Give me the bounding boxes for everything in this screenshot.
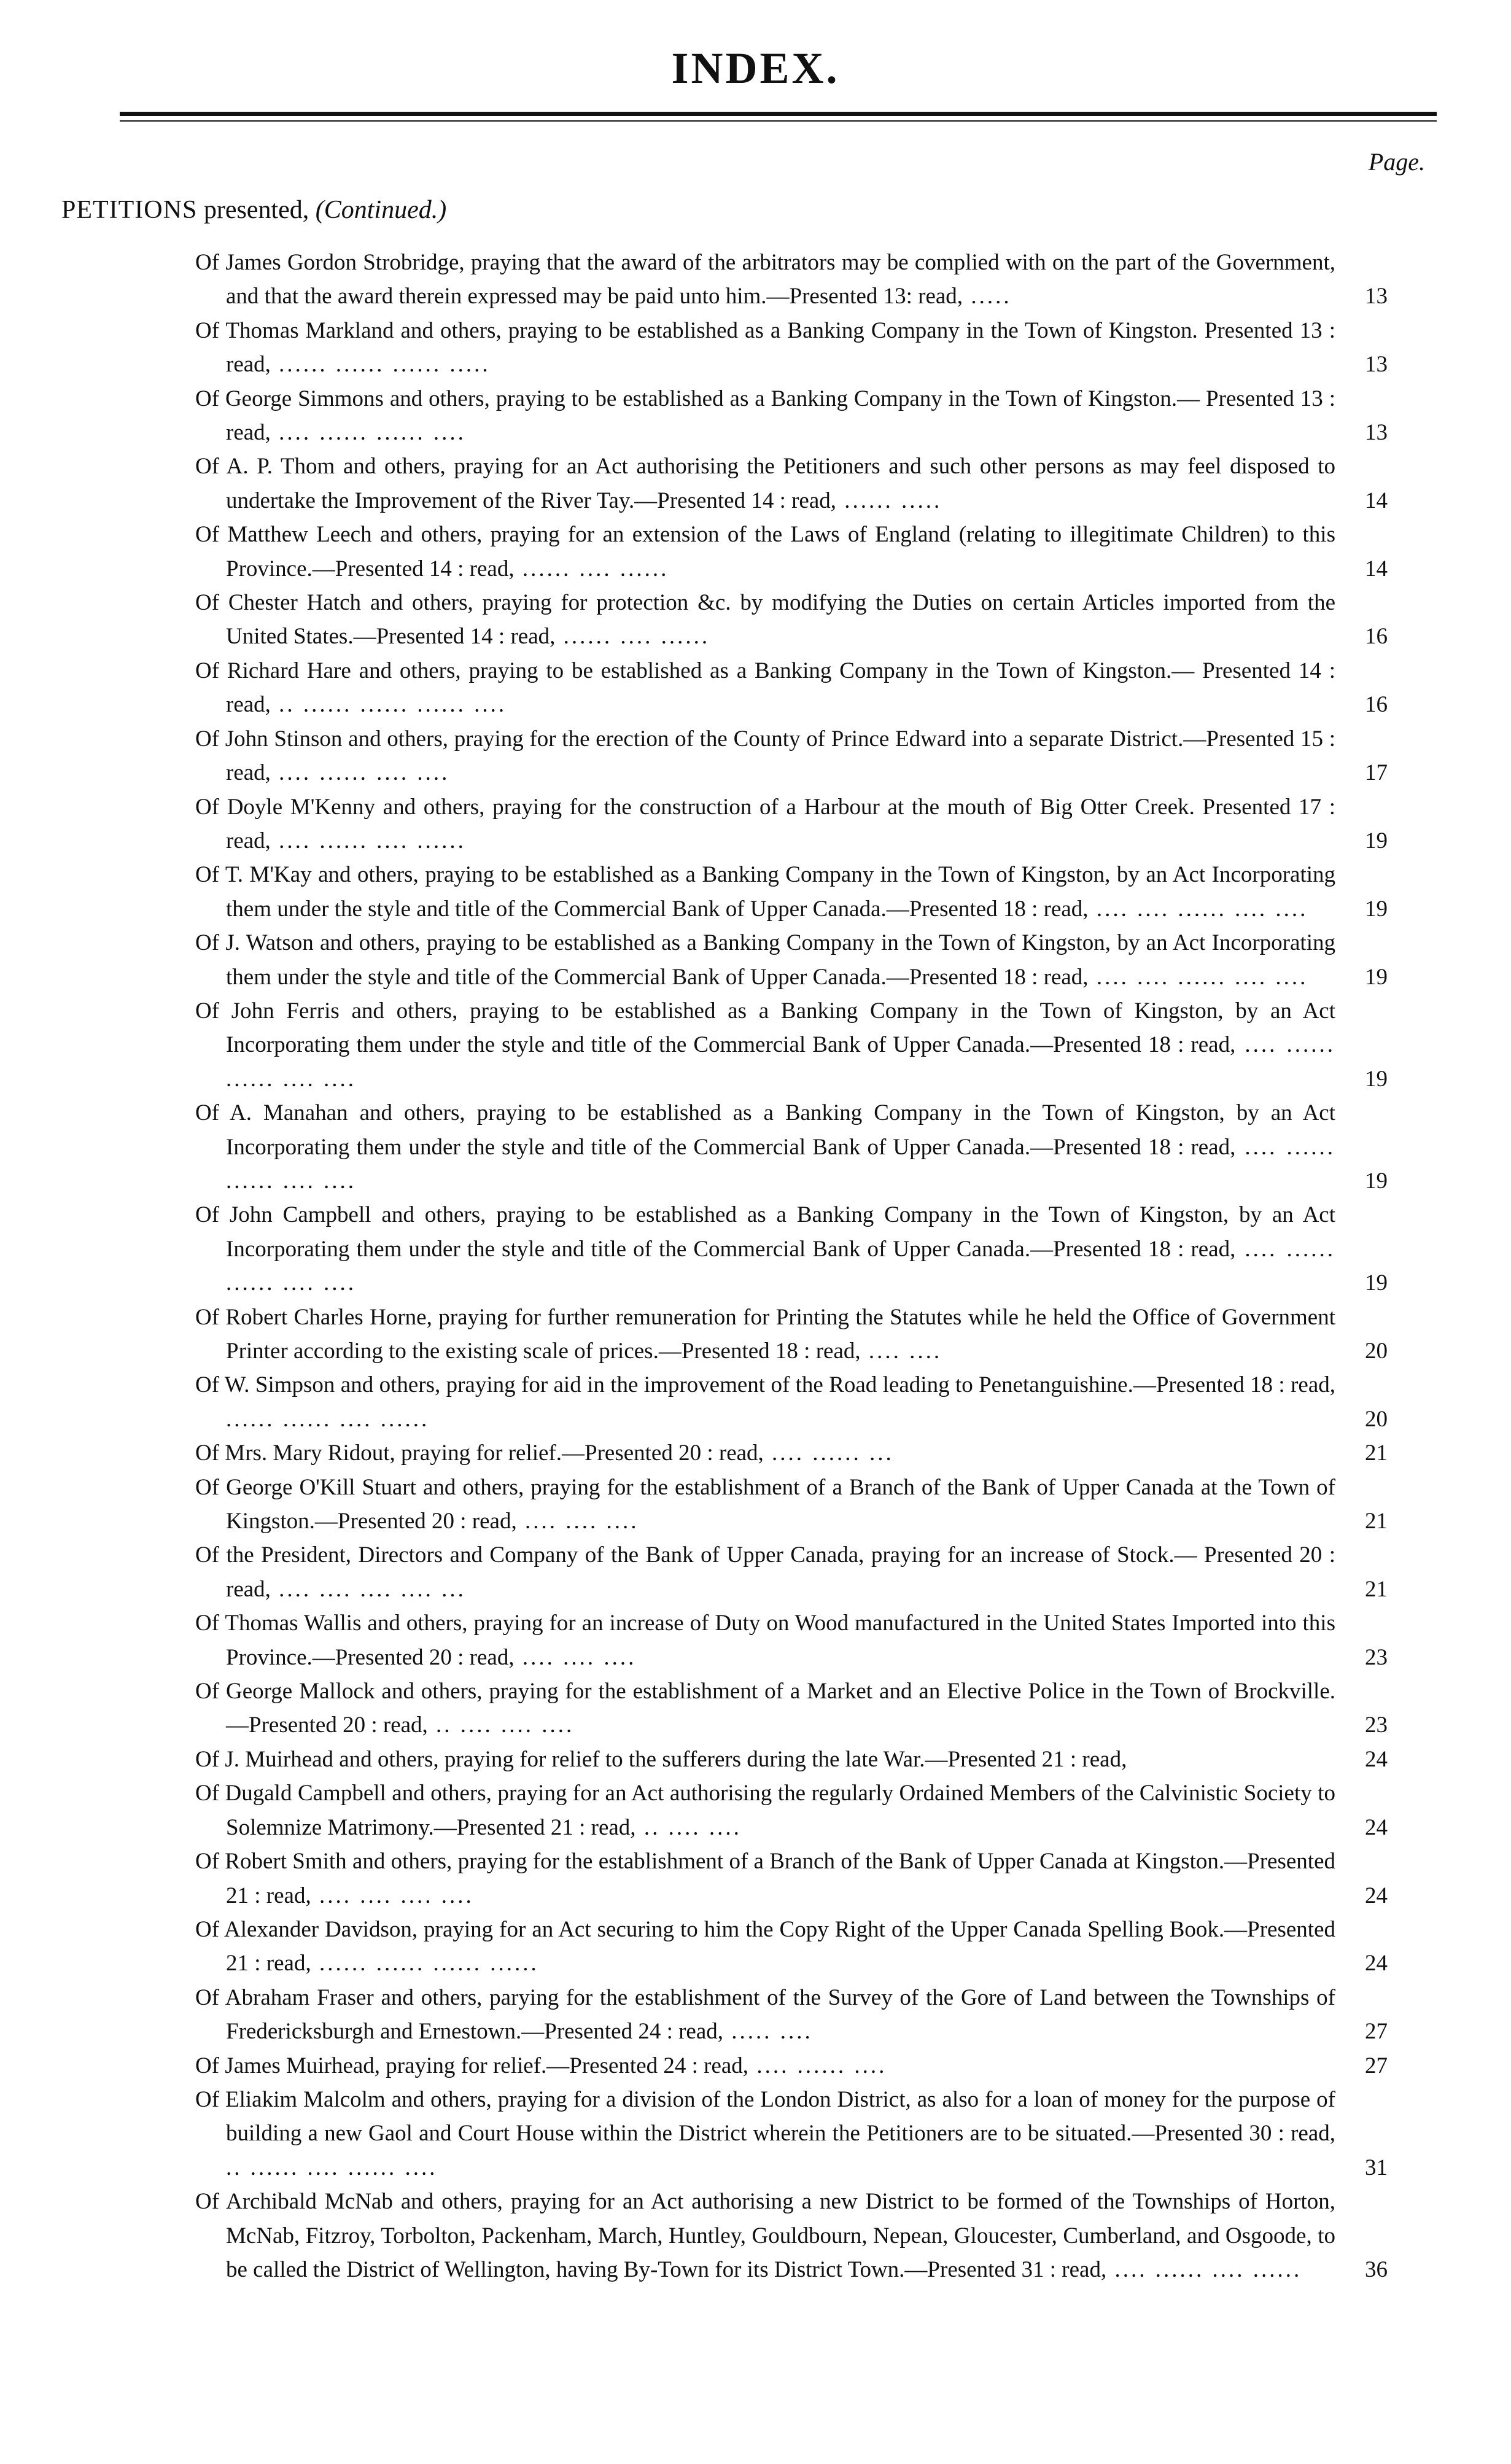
- index-entry: [195, 1368, 1388, 1436]
- entry-text: Of J. Muirhead and others, praying for relief to the sufferers during the late War.—Presented 21 : read,: [195, 1746, 1127, 1772]
- index-entry: [195, 314, 1388, 382]
- entry-text: Of George Mallock and others, praying for the establishment of a Market and an Elective Police in the Town of Brockville.—Presented 20 : read,: [195, 1679, 1335, 1738]
- entry-leaders: .... ....: [860, 1339, 942, 1364]
- entry-leaders: .. ...... ...... ...... ....: [270, 692, 507, 718]
- title-rule-thin: [120, 120, 1437, 122]
- entry-page-number: 27: [1365, 2053, 1388, 2078]
- entry-leaders: .... .... ....: [514, 1644, 637, 1670]
- entry-leaders: ..... ....: [723, 2019, 813, 2045]
- index-entry: [195, 586, 1388, 654]
- entry-page-number: 19: [1365, 896, 1388, 922]
- entry-leaders: ...... .....: [836, 488, 942, 513]
- index-entry: [195, 1674, 1388, 1743]
- entry-leaders: ...... ...... .... ......: [226, 1406, 430, 1432]
- entry-page-number: 23: [1365, 1644, 1388, 1670]
- entry-text: Of George O'Kill Stuart and others, praying for the establishment of a Branch of the Bank of Upper Canada at the Town of Kingston.—Presented 20 : read,: [195, 1474, 1335, 1534]
- index-entry: [195, 518, 1388, 586]
- entry-text: Of Archibald McNab and others, praying for an Act authorising a new District to be formed of the Townships of Horton, McNab, Fitzroy, Torbolton, Packenham, March, Huntley, Gouldbourn, Nepean, Gloucester, Cumberland, and Osgoode, to be called the District of Wellington, having By-Town for its District Town.—Presented 31 : read,: [195, 2189, 1335, 2282]
- entry-leaders: .... ...... .... ......: [1106, 2256, 1302, 2282]
- entry-page-number: 19: [1365, 1270, 1388, 1296]
- index-entry: [195, 1606, 1388, 1674]
- entry-page-number: 14: [1365, 556, 1388, 581]
- entry-text: Of Doyle M'Kenny and others, praying for the construction of a Harbour at the mouth of Big Otter Creek. Presented 17 : read,: [195, 794, 1335, 853]
- entry-text: Of A. P. Thom and others, praying for an Act authorising the Petitioners and such other persons as may feel disposed to undertake the Improvement of the River Tay.—Presented 14 : read,: [195, 454, 1335, 513]
- entry-leaders: .. ...... .... ...... ....: [226, 2155, 438, 2180]
- entry-leaders: .... ...... .... ....: [270, 760, 450, 786]
- entry-leaders: .... ...... ...... .... ....: [226, 1134, 1335, 1194]
- entry-page-number: 16: [1365, 624, 1388, 650]
- index-entry: [195, 654, 1388, 722]
- entry-page-number: 27: [1365, 2019, 1388, 2045]
- entry-leaders: .... ...... ...... .... ....: [226, 1032, 1335, 1092]
- entry-page-number: 20: [1365, 1339, 1388, 1364]
- entry-text: Of Matthew Leech and others, praying for an extension of the Laws of England (relating to illegitimate Children) to this Province.—Presented 14 : read,: [195, 522, 1335, 581]
- entry-text: Of W. Simpson and others, praying for aid in the improvement of the Road leading to Penetanguishine.—Presented 18 : read,: [195, 1372, 1335, 1398]
- entry-leaders: .... ...... ....: [748, 2053, 887, 2078]
- entry-page-number: 23: [1365, 1712, 1388, 1738]
- entry-leaders: ...... ...... ...... ......: [311, 1951, 539, 1976]
- title-rule-thick: [120, 112, 1437, 116]
- index-entry: [195, 1198, 1388, 1300]
- index-entry: [195, 1436, 1388, 1470]
- index-entry: [195, 790, 1388, 858]
- entry-text: Of Alexander Davidson, praying for an Act securing to him the Copy Right of the Upper Canada Spelling Book.—Presented 21 : read,: [195, 1916, 1335, 1976]
- entry-text: Of Thomas Markland and others, praying to be established as a Banking Company in the Town of Kingston. Presented 13 : read,: [195, 317, 1335, 378]
- index-entry: [195, 2185, 1388, 2287]
- entry-text: Of George Simmons and others, praying to be established as a Banking Company in the Town of Kingston.— Presented 13 : read,: [195, 386, 1335, 446]
- index-entry: [195, 1844, 1388, 1913]
- entry-text: Of Thomas Wallis and others, praying for an increase of Duty on Wood manufactured in the United States Imported into this Province.—Presented 20 : read,: [195, 1611, 1335, 1670]
- index-entry: [195, 1743, 1388, 1776]
- entry-text: Of A. Manahan and others, praying to be established as a Banking Company in the Town of Kingston, by an Act Incorporating them under the style and title of the Commercial Bank of Upper Canada.—Presented 18 : read,: [195, 1100, 1335, 1160]
- index-entry: [195, 449, 1388, 518]
- entry-page-number: 24: [1365, 1883, 1388, 1908]
- entry-page-number: 21: [1365, 1509, 1388, 1534]
- index-entry: [195, 1471, 1388, 1539]
- entry-text: Of J. Watson and others, praying to be established as a Banking Company in the Town of Kingston, by an Act Incorporating them under the style and title of the Commercial Bank of Upper Canada.—Presented 18 : read,: [195, 930, 1335, 990]
- section-heading: [61, 195, 446, 225]
- entry-text: Of Richard Hare and others, praying to be established as a Banking Company in the Town of Kingston.— Presented 14 : read,: [195, 658, 1335, 718]
- index-entry: [195, 2083, 1388, 2185]
- entry-page-number: 21: [1365, 1440, 1388, 1466]
- index-entry: [195, 2049, 1388, 2083]
- entry-leaders: .... .... ...... .... ....: [1088, 896, 1308, 922]
- entry-page-number: 16: [1365, 692, 1388, 718]
- index-entry: [195, 1981, 1388, 2049]
- entry-page-number: 17: [1365, 760, 1388, 786]
- entry-leaders: .... .... .... ....: [311, 1883, 474, 1908]
- entry-leaders: ...... ...... ...... .....: [270, 352, 491, 378]
- entry-leaders: .... ...... ...... ....: [270, 420, 466, 446]
- entry-text: Of Chester Hatch and others, praying for protection &c. by modifying the Duties on certain Articles imported from the United States.—Presented 14 : read,: [195, 590, 1335, 650]
- entry-leaders: .... .... ...... .... ....: [1088, 964, 1308, 990]
- index-entry: [195, 722, 1388, 790]
- entry-leaders: .... .... ....: [516, 1509, 639, 1534]
- section-heading-rest: presented,: [197, 196, 316, 224]
- entry-leaders: .... .... .... .... ...: [270, 1576, 466, 1602]
- entry-leaders: ...... .... ......: [514, 556, 669, 581]
- index-entry: [195, 1300, 1388, 1369]
- entry-leaders: ...... .... ......: [555, 624, 710, 650]
- entry-text: Of the President, Directors and Company of the Bank of Upper Canada, praying for an increase of Stock.— Presented 20 : read,: [195, 1542, 1335, 1602]
- entry-page-number: 19: [1365, 964, 1388, 990]
- page-column-label: Page.: [1368, 148, 1425, 176]
- entry-text: Of Mrs. Mary Ridout, praying for relief.—Presented 20 : read,: [195, 1440, 764, 1466]
- entry-text: Of Abraham Fraser and others, parying for the establishment of the Survey of the Gore of Land between the Townships of Fredericksburgh and Ernestown.—Presented 24 : read,: [195, 1984, 1335, 2045]
- entry-text: Of Dugald Campbell and others, praying for an Act authorising the regularly Ordained Members of the Calvinistic Society to Solemnize Matrimony.—Presented 21 : read,: [195, 1781, 1335, 1840]
- entry-page-number: 14: [1365, 488, 1388, 513]
- entry-page-number: 13: [1365, 284, 1388, 309]
- entry-page-number: 19: [1365, 1066, 1388, 1092]
- entry-text: Of James Gordon Strobridge, praying that the award of the arbitrators may be complied with on the part of the Government, and that the award therein expressed may be paid unto him.—Presented 13: read,: [195, 250, 1335, 309]
- entry-page-number: 36: [1365, 2256, 1388, 2282]
- entry-text: Of John Campbell and others, praying to be established as a Banking Company in the Town of Kingston, by an Act Incorporating them under the style and title of the Commercial Bank of Upper Canada.—Presented 18 : read,: [195, 1202, 1335, 1262]
- page-title: INDEX.: [671, 44, 840, 93]
- entry-page-number: 19: [1365, 1168, 1388, 1194]
- index-entry: [195, 994, 1388, 1096]
- entry-leaders: .. .... ....: [635, 1814, 742, 1840]
- entry-text: Of John Stinson and others, praying for the erection of the County of Prince Edward into a separate District.—Presented 15 : read,: [195, 726, 1335, 786]
- entry-page-number: 31: [1365, 2155, 1388, 2180]
- entry-page-number: 13: [1365, 420, 1388, 446]
- entry-page-number: 19: [1365, 828, 1388, 853]
- section-heading-continued: (Continued.): [315, 196, 447, 224]
- entry-leaders: .....: [963, 284, 1012, 309]
- entry-text: Of Robert Charles Horne, praying for further remuneration for Printing the Statutes while he held the Office of Government Printer according to the existing scale of prices.—Presented 18 : read,: [195, 1304, 1335, 1364]
- index-entry: [195, 858, 1388, 926]
- entry-text: Of Eliakim Malcolm and others, praying for a division of the London District, as also for a loan of money for the purpose of building a new Gaol and Court House within the District wherein the Petitioners are to be situated.—Presented 30 : read,: [195, 2086, 1335, 2147]
- entry-page-number: 21: [1365, 1576, 1388, 1602]
- section-heading-title: PETITIONS: [61, 196, 198, 224]
- entry-text: Of James Muirhead, praying for relief.—Presented 24 : read,: [195, 2053, 749, 2078]
- entry-page-number: 24: [1365, 1814, 1388, 1840]
- index-entry: [195, 1913, 1388, 1981]
- index-entry: [195, 926, 1388, 994]
- index-entry: [195, 246, 1388, 314]
- entry-page-number: 20: [1365, 1406, 1388, 1432]
- entry-leaders: .... ...... ...... .... ....: [226, 1236, 1335, 1296]
- index-entry: [195, 1776, 1388, 1844]
- index-entries: [195, 246, 1388, 2287]
- entry-text: Of Robert Smith and others, praying for the establishment of a Branch of the Bank of Upper Canada at Kingston.—Presented 21 : read,: [195, 1849, 1335, 1908]
- index-entry: [195, 1538, 1388, 1606]
- entry-page-number: 24: [1365, 1951, 1388, 1976]
- entry-text: Of John Ferris and others, praying to be established as a Banking Company in the Town of Kingston, by an Act Incorporating them under the style and title of the Commercial Bank of Upper Canada.—Presented 18 : read,: [195, 998, 1335, 1058]
- entry-leaders: .... ...... ...: [763, 1440, 894, 1466]
- entry-text: Of T. M'Kay and others, praying to be established as a Banking Company in the Town of Kingston, by an Act Incorporating them under the style and title of the Commercial Bank of Upper Canada.—Presented 18 : read,: [195, 862, 1335, 922]
- index-entry: [195, 1096, 1388, 1198]
- entry-leaders: .... ...... .... ......: [270, 828, 466, 853]
- entry-page-number: 13: [1365, 352, 1388, 378]
- entry-leaders: .. .... .... ....: [427, 1712, 575, 1738]
- index-entry: [195, 382, 1388, 450]
- entry-page-number: 24: [1365, 1746, 1388, 1772]
